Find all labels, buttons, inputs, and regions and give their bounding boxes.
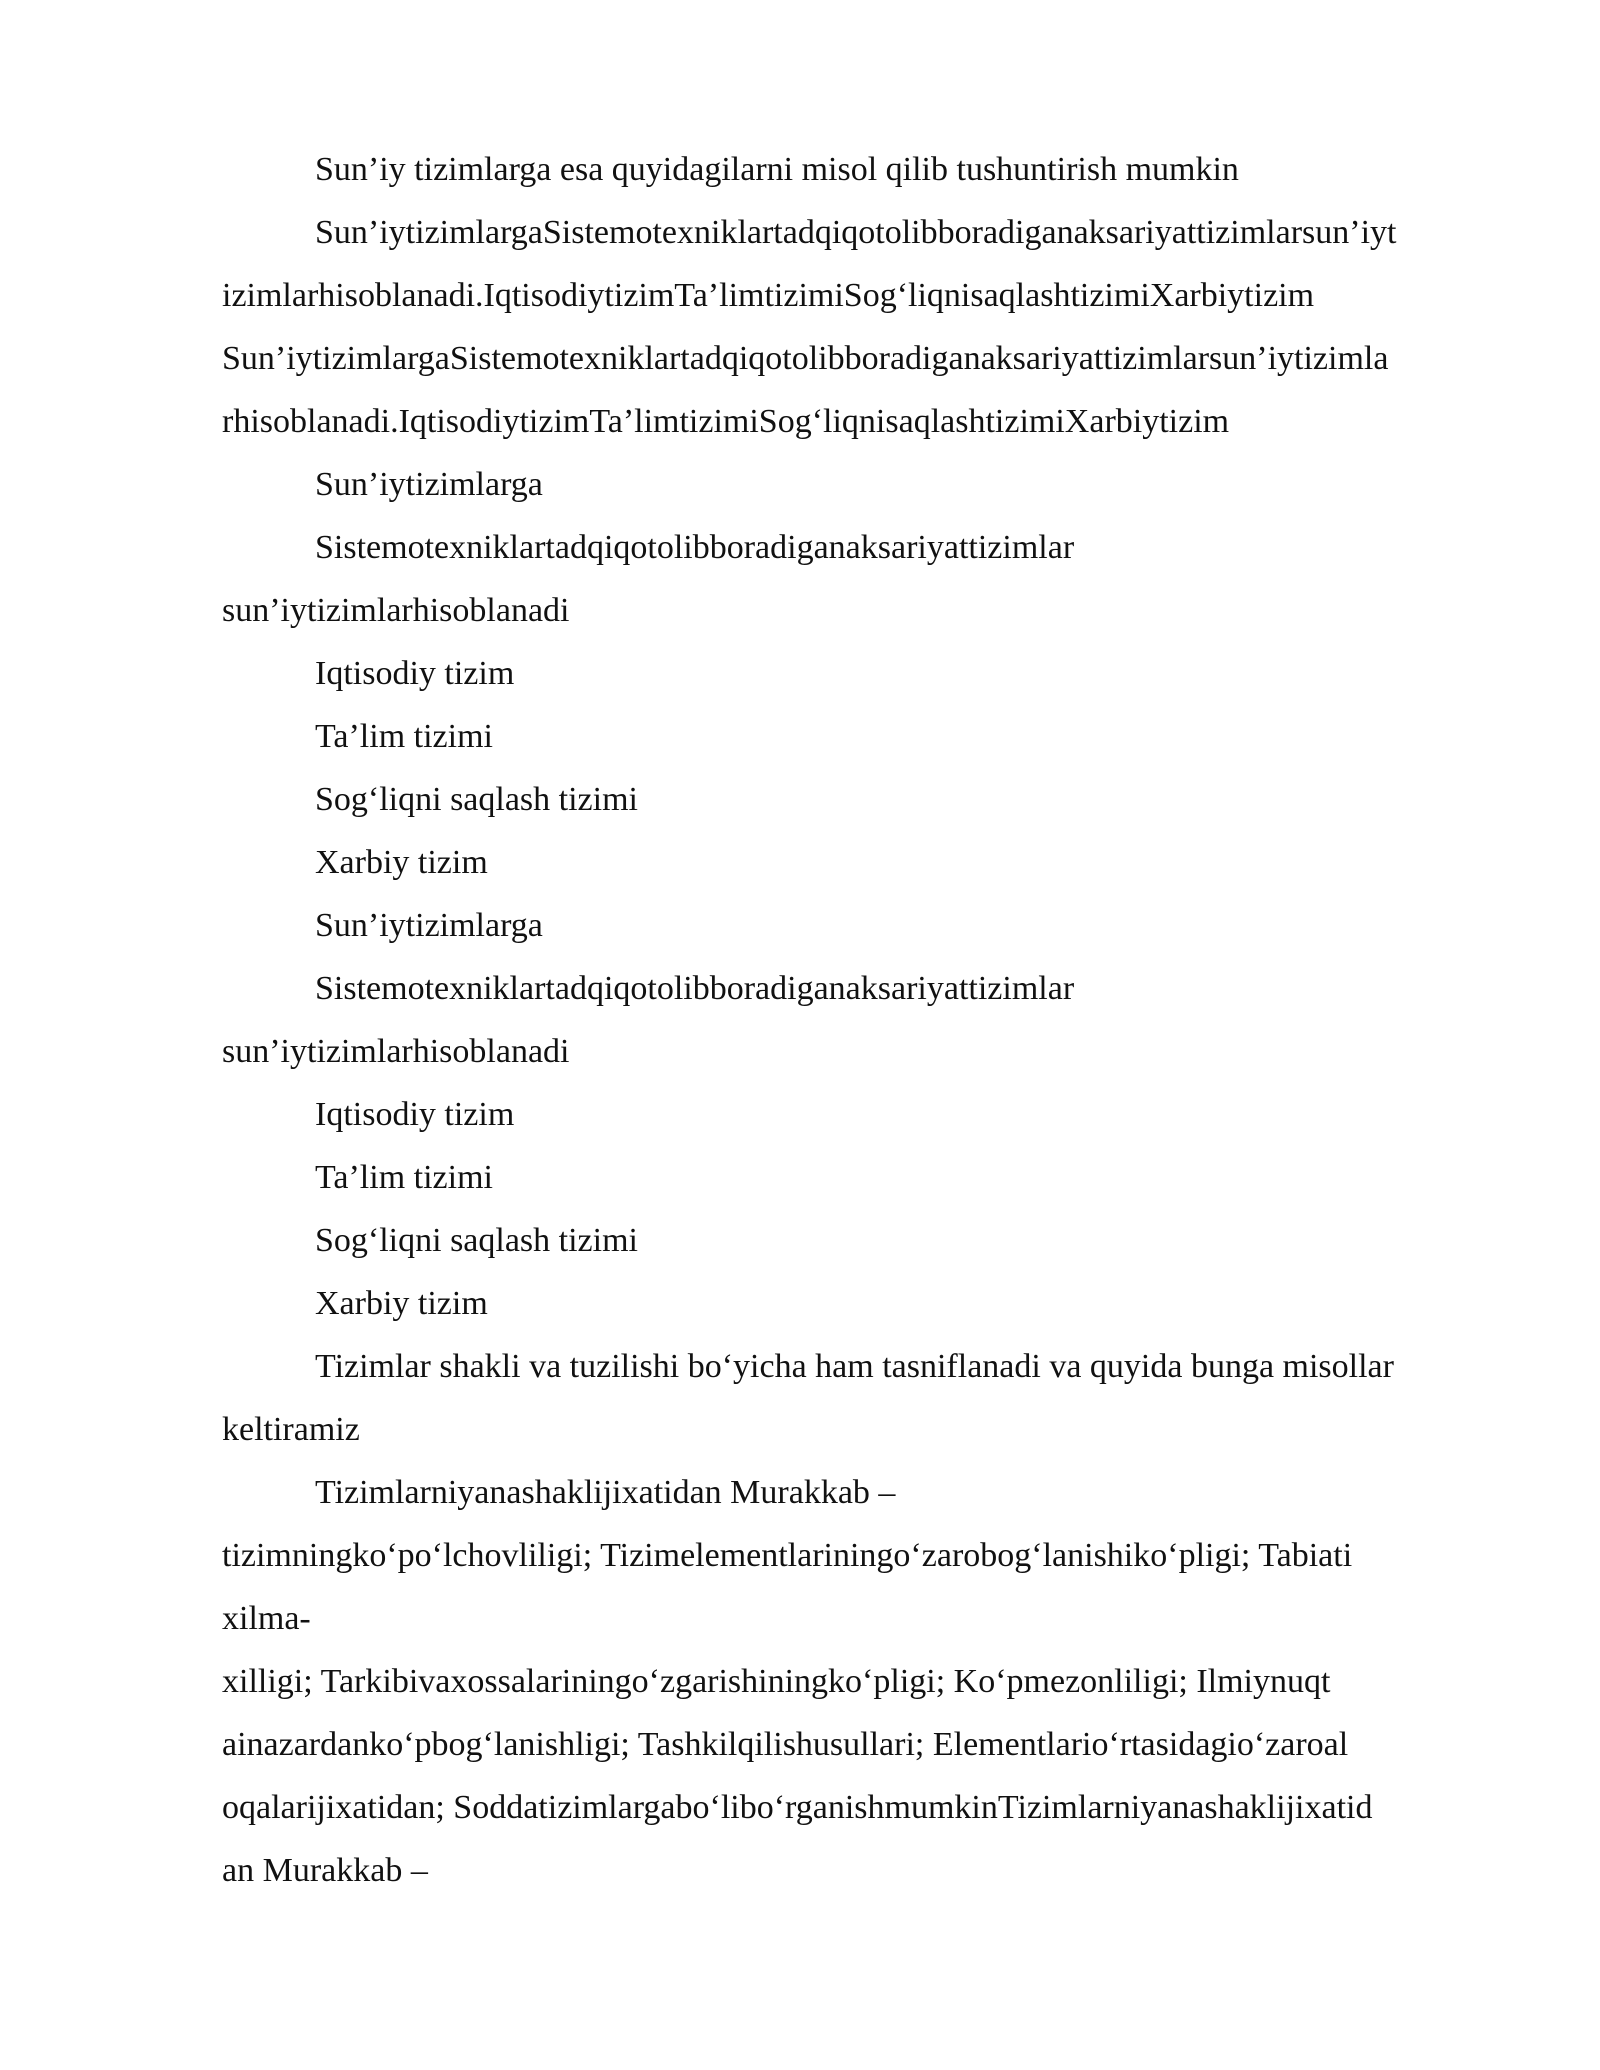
paragraph-line: Sistemotexniklartadqiqotolibboradiganaksariyattizimlar: [315, 529, 1075, 566]
paragraph-line: Sun’iy tizimlarga esa quyidagilarni misol qilib tushuntirish mumkin: [315, 151, 1239, 188]
paragraph-line: Sistemotexniklartadqiqotolibboradiganaksariyattizimlar: [315, 970, 1075, 1007]
paragraph-line: Sun’iytizimlarga: [315, 466, 543, 503]
paragraph-line: xilma-: [222, 1600, 311, 1637]
paragraph-line: Ta’lim tizimi: [315, 718, 493, 755]
paragraph-line: Sun’iytizimlargaSistemotexniklartadqiqotolibboradiganaksariyattizimlarsun’iytizimla: [222, 340, 1389, 377]
paragraph-line: oqalarijixatidan; Soddatizimlargabo‘libo‘rganishmumkinTizimlarniyanashaklijixatid: [222, 1789, 1373, 1826]
paragraph-line: an Murakkab –: [222, 1852, 428, 1889]
paragraph-line: Xarbiy tizim: [315, 844, 488, 881]
paragraph-line: Sog‘liqni saqlash tizimi: [315, 781, 638, 818]
paragraph-line: xilligi; Tarkibivaxossalariningo‘zgarishiningko‘pligi; Ko‘pmezonliligi; Ilmiynuqt: [222, 1663, 1331, 1700]
paragraph-line: Sun’iytizimlargaSistemotexniklartadqiqotolibboradiganaksariyattizimlarsun’iyt: [315, 214, 1397, 251]
paragraph-line: sun’iytizimlarhisoblanadi: [222, 1033, 570, 1070]
paragraph-line: rhisoblanadi.IqtisodiytizimTa’limtizimiSog‘liqnisaqlashtizimiXarbiytizim: [222, 403, 1230, 440]
paragraph-line: sun’iytizimlarhisoblanadi: [222, 592, 570, 629]
paragraph-line: Ta’lim tizimi: [315, 1159, 493, 1196]
paragraph-line: tizimningko‘po‘lchovliligi; Tizimelementlariningo‘zarobog‘lanishiko‘pligi; Tabiati: [222, 1537, 1353, 1574]
paragraph-line: ainazardanko‘pbog‘lanishligi; Tashkilqilishusullari; Elementlario‘rtasidagio‘zaroal: [222, 1726, 1349, 1763]
paragraph-line: Iqtisodiy tizim: [315, 655, 515, 692]
paragraph-line: Sog‘liqni saqlash tizimi: [315, 1222, 638, 1259]
paragraph-line: Sun’iytizimlarga: [315, 907, 543, 944]
paragraph-line: Xarbiy tizim: [315, 1285, 488, 1322]
paragraph-line: keltiramiz: [222, 1411, 360, 1448]
document-body: [222, 138, 1482, 1902]
paragraph-line: izimlarhisoblanadi.IqtisodiytizimTa’limtizimiSog‘liqnisaqlashtizimiXarbiytizim: [222, 277, 1315, 314]
paragraph-line: Tizimlar shakli va tuzilishi bo‘yicha ham tasniflanadi va quyida bunga misollar: [315, 1348, 1394, 1385]
paragraph-line: Tizimlarniyanashaklijixatidan Murakkab –: [315, 1474, 896, 1511]
paragraph-line: Iqtisodiy tizim: [315, 1096, 515, 1133]
